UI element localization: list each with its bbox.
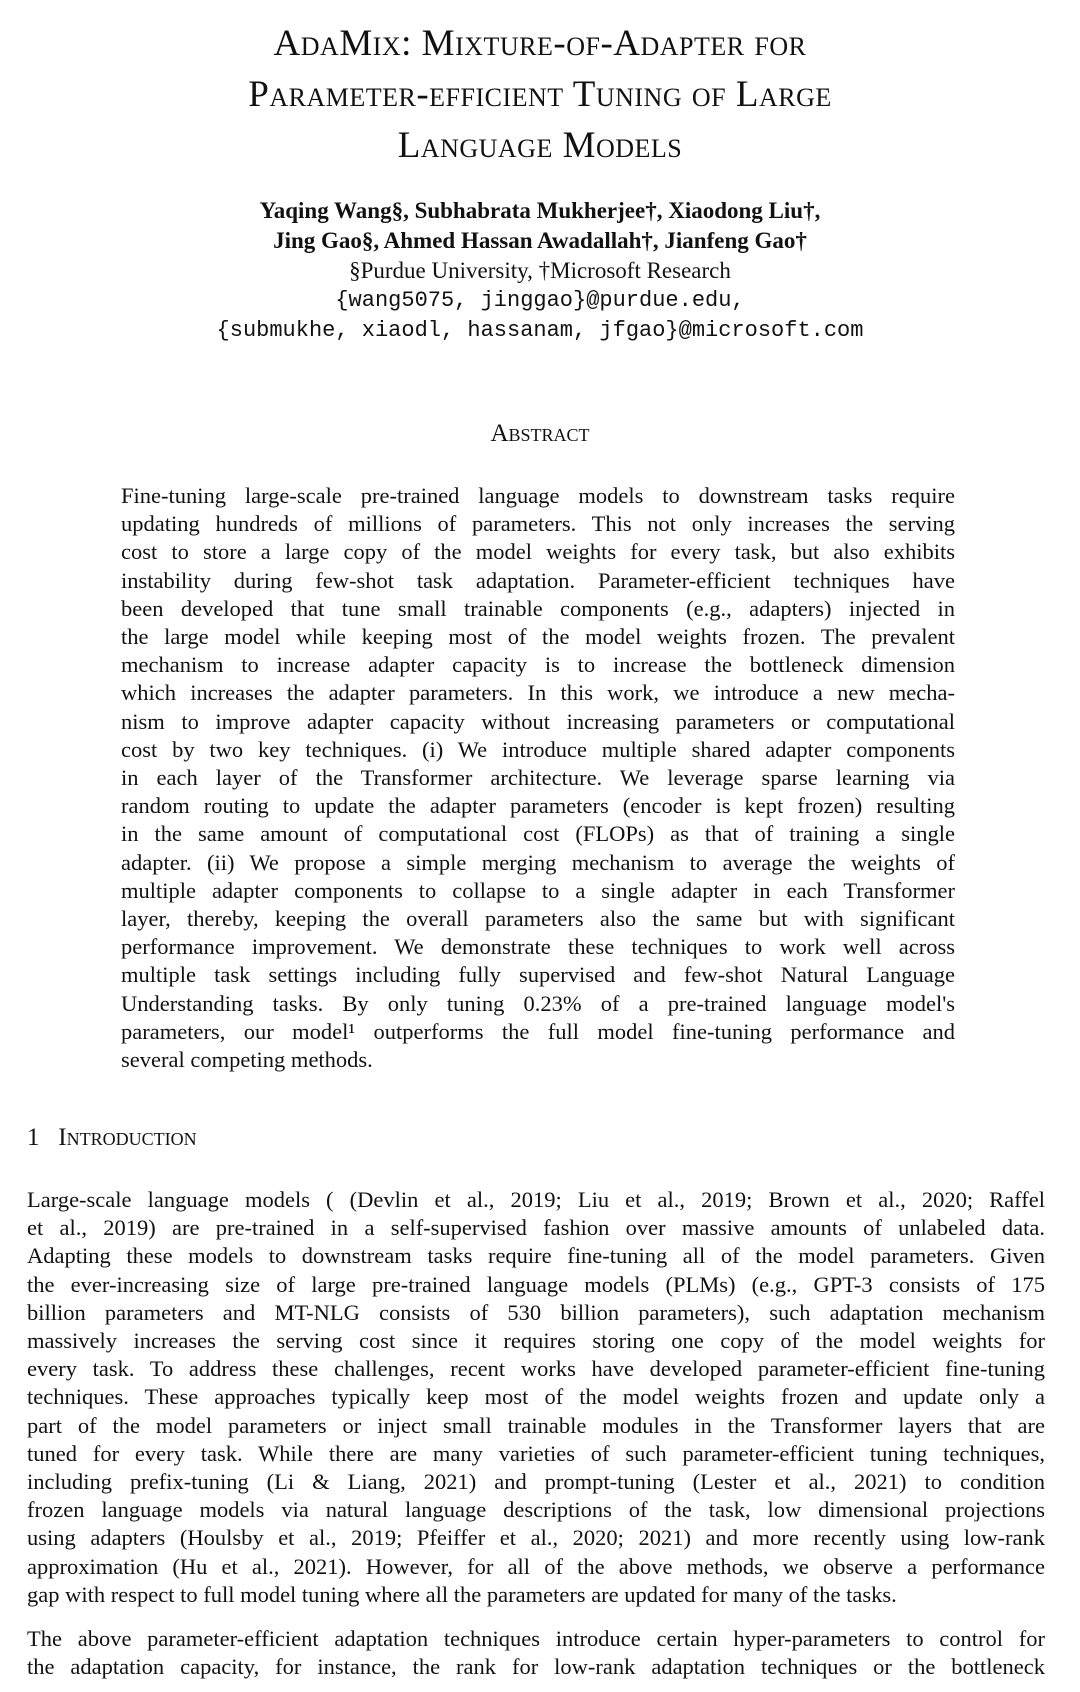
text-line: frozen language models via natural language descriptions of the task, low dimensional projections: [27, 1497, 1045, 1523]
text-line: been developed that tune small trainable components (e.g., adapters) injected in: [121, 595, 955, 621]
text-line: every task. To address these challenges, recent works have developed parameter-efficient fine-tuning: [27, 1356, 1045, 1382]
text-line: Large-scale language models ( (Devlin et al., 2019; Liu et al., 2019; Brown et al., 2020; Raffel: [27, 1187, 1045, 1212]
text-line: Understanding tasks. By only tuning 0.23% of a pre-trained language model's: [121, 990, 955, 1016]
text-line: massively increases the serving cost since it requires storing one copy of the model weights for: [27, 1328, 1045, 1354]
abstract-body: [121, 482, 955, 1074]
text-line: performance improvement. We demonstrate these techniques to work well across: [121, 934, 955, 960]
text-line: cost to store a large copy of the model weights for every task, but also exhibits: [121, 539, 955, 565]
text-line: The above parameter-efficient adaptation techniques introduce certain hyper-parameters to control for: [27, 1626, 1045, 1651]
text-line: nism to improve adapter capacity without increasing parameters or computational: [121, 708, 955, 734]
text-line: tuned for every task. While there are many varieties of such parameter-efficient tuning techniques,: [27, 1440, 1045, 1466]
text-line: et al., 2019) are pre-trained in a self-supervised fashion over massive amounts of unlabeled data.: [27, 1215, 1045, 1241]
title-line: Parameter-efficient Tuning of Large: [248, 74, 832, 115]
text-line: the adaptation capacity, for instance, the rank for low-rank adaptation techniques or the bottleneck: [27, 1654, 1045, 1680]
text-line: part of the model parameters or inject small trainable modules in the Transformer layers that are: [27, 1412, 1045, 1438]
email-line: {wang5075, jinggao}@purdue.edu,: [335, 288, 745, 313]
text-line: several competing methods.: [121, 1047, 373, 1073]
text-line: techniques. These approaches typically keep most of the model weights frozen and update only a: [27, 1384, 1045, 1410]
text-line: the large model while keeping most of the model weights frozen. The prevalent: [121, 624, 955, 650]
intro-paragraph: [27, 1625, 1045, 1681]
text-line: mechanism to increase adapter capacity is to increase the bottleneck dimension: [121, 652, 955, 678]
text-line: in each layer of the Transformer architecture. We leverage sparse learning via: [121, 765, 955, 791]
text-line: which increases the adapter parameters. In this work, we introduce a new mecha-: [121, 680, 955, 706]
text-line: multiple adapter components to collapse to a single adapter in each Transformer: [121, 877, 955, 903]
text-line: random routing to update the adapter parameters (encoder is kept frozen) resulting: [121, 793, 955, 819]
text-line: adapter. (ii) We propose a simple merging mechanism to average the weights of: [121, 849, 955, 875]
abstract-heading: Abstract: [490, 420, 590, 447]
title-line: AdaMix: Mixture-of-Adapter for: [273, 23, 807, 64]
text-line: approximation (Hu et al., 2021). However, for all of the above methods, we observe a performance: [27, 1553, 1045, 1579]
text-line: using adapters (Houlsby et al., 2019; Pfeiffer et al., 2020; 2021) and more recently using low-rank: [27, 1525, 1045, 1551]
author-block: [0, 196, 1080, 346]
text-line: layer, thereby, keeping the overall parameters also the same but with significant: [121, 906, 955, 932]
intro-paragraph: [27, 1186, 1045, 1609]
text-line: cost by two key techniques. (i) We introduce multiple shared adapter components: [121, 736, 955, 762]
affiliations: §Purdue University, †Microsoft Research: [349, 258, 731, 283]
section-heading: 1 Introduction: [27, 1124, 197, 1151]
text-line: in the same amount of computational cost (FLOPs) as that of training a single: [121, 821, 955, 847]
text-line: Adapting these models to downstream tasks require fine-tuning all of the model parameters. Given: [27, 1243, 1045, 1269]
authors-line: Jing Gao§, Ahmed Hassan Awadallah†, Jianfeng Gao†: [273, 228, 807, 253]
text-line: gap with respect to full model tuning where all the parameters are updated for many of the tasks.: [27, 1581, 897, 1607]
authors-line: Yaqing Wang§, Subhabrata Mukherjee†, Xiaodong Liu†,: [259, 198, 821, 223]
text-line: billion parameters and MT-NLG consists of 530 billion parameters), such adaptation mechanism: [27, 1299, 1045, 1325]
paper-title: [0, 18, 1080, 171]
title-line: Language Models: [397, 125, 683, 166]
text-line: Fine-tuning large-scale pre-trained language models to downstream tasks require: [121, 483, 955, 508]
text-line: updating hundreds of millions of parameters. This not only increases the serving: [121, 511, 955, 537]
email-line: {submukhe, xiaodl, hassanam, jfgao}@microsoft.com: [216, 318, 864, 343]
text-line: the ever-increasing size of large pre-trained language models (PLMs) (e.g., GPT-3 consists of 175: [27, 1271, 1045, 1297]
text-line: instability during few-shot task adaptation. Parameter-efficient techniques have: [121, 567, 955, 593]
text-line: parameters, our model¹ outperforms the full model fine-tuning performance and: [121, 1018, 955, 1044]
text-line: including prefix-tuning (Li & Liang, 2021) and prompt-tuning (Lester et al., 2021) to condition: [27, 1469, 1045, 1495]
text-line: multiple task settings including fully supervised and few-shot Natural Language: [121, 962, 955, 988]
